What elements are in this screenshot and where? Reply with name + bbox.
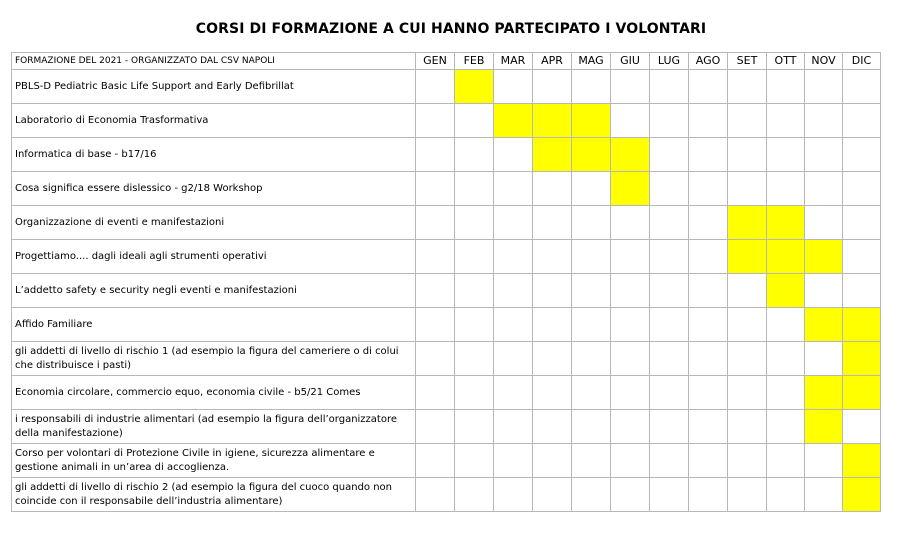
month-cell (650, 104, 689, 138)
training-schedule-table (11, 52, 881, 512)
month-cell (650, 478, 689, 512)
month-cell (416, 138, 455, 172)
table-row (12, 172, 881, 206)
month-cell (533, 342, 572, 376)
month-cell (494, 410, 533, 444)
month-cell (611, 478, 650, 512)
month-cell (572, 410, 611, 444)
month-cell (494, 172, 533, 206)
month-header: LUG (650, 53, 689, 70)
month-cell (767, 342, 805, 376)
month-cell (533, 444, 572, 478)
month-cell (805, 104, 843, 138)
month-cell (572, 240, 611, 274)
month-header: DIC (843, 53, 881, 70)
month-cell (843, 138, 881, 172)
course-name: L’addetto safety e security negli eventi e manifestazioni (12, 274, 416, 308)
month-cell (767, 172, 805, 206)
month-cell (843, 70, 881, 104)
table-row (12, 70, 881, 104)
month-cell (455, 240, 494, 274)
month-cell (611, 274, 650, 308)
month-cell (689, 104, 728, 138)
month-cell (689, 138, 728, 172)
page-title: CORSI DI FORMAZIONE A CUI HANNO PARTECIPATO I VOLONTARI (195, 21, 707, 37)
month-cell (611, 342, 650, 376)
month-cell (416, 410, 455, 444)
month-cell (494, 274, 533, 308)
month-cell-active (533, 138, 572, 172)
month-cell-active (767, 240, 805, 274)
month-cell (494, 478, 533, 512)
table-header-row (12, 53, 881, 70)
course-name: Organizzazione di eventi e manifestazioni (12, 206, 416, 240)
month-cell (455, 410, 494, 444)
month-cell-active (805, 308, 843, 342)
month-cell (805, 342, 843, 376)
month-cell-active (843, 308, 881, 342)
month-cell (572, 376, 611, 410)
month-cell (689, 342, 728, 376)
month-cell (805, 172, 843, 206)
month-cell (650, 172, 689, 206)
month-cell (689, 172, 728, 206)
month-cell (689, 478, 728, 512)
month-cell (689, 444, 728, 478)
month-cell (455, 308, 494, 342)
month-cell (455, 376, 494, 410)
month-cell (689, 206, 728, 240)
month-cell (533, 274, 572, 308)
month-cell (494, 240, 533, 274)
month-cell (572, 70, 611, 104)
course-name: gli addetti di livello di rischio 2 (ad esempio la figura del cuoco quando non coincide con il responsabile dell’industria alimentare) (12, 478, 416, 512)
course-name: Informatica di base - b17/16 (12, 138, 416, 172)
month-cell (650, 410, 689, 444)
course-name: Cosa significa essere dislessico - g2/18 Workshop (12, 172, 416, 206)
month-cell (416, 444, 455, 478)
table-row (12, 240, 881, 274)
month-cell (728, 70, 767, 104)
table-row (12, 308, 881, 342)
month-cell (728, 410, 767, 444)
month-cell (611, 206, 650, 240)
month-cell (416, 104, 455, 138)
month-cell-active (767, 274, 805, 308)
month-cell-active (455, 70, 494, 104)
course-name: gli addetti di livello di rischio 1 (ad esempio la figura del cameriere o di colui che distribuisce i pasti) (12, 342, 416, 376)
table-row (12, 206, 881, 240)
table-row (12, 342, 881, 376)
month-cell-active (805, 410, 843, 444)
month-cell (611, 376, 650, 410)
month-cell-active (494, 104, 533, 138)
month-cell (805, 206, 843, 240)
course-name: Corso per volontari di Protezione Civile in igiene, sicurezza alimentare e gestione animali in un’area di accoglienza. (12, 444, 416, 478)
month-cell (611, 240, 650, 274)
month-header: SET (728, 53, 767, 70)
month-cell (416, 172, 455, 206)
month-cell (728, 376, 767, 410)
month-cell (572, 308, 611, 342)
month-cell-active (728, 240, 767, 274)
month-cell (533, 70, 572, 104)
month-cell (728, 342, 767, 376)
month-cell (455, 172, 494, 206)
month-cell (689, 410, 728, 444)
month-cell (611, 410, 650, 444)
month-cell (843, 206, 881, 240)
month-cell (728, 274, 767, 308)
month-cell (533, 376, 572, 410)
month-cell (494, 308, 533, 342)
month-cell (455, 206, 494, 240)
month-cell (689, 274, 728, 308)
month-header: GIU (611, 53, 650, 70)
month-cell (767, 444, 805, 478)
month-cell (494, 70, 533, 104)
month-cell (767, 138, 805, 172)
month-cell (416, 206, 455, 240)
month-cell-active (728, 206, 767, 240)
month-cell (416, 478, 455, 512)
course-name: Laboratorio di Economia Trasformativa (12, 104, 416, 138)
month-cell (805, 274, 843, 308)
month-cell (843, 274, 881, 308)
course-name: Affido Familiare (12, 308, 416, 342)
month-cell (805, 444, 843, 478)
month-cell (572, 206, 611, 240)
month-header: APR (533, 53, 572, 70)
month-cell (650, 308, 689, 342)
month-cell-active (805, 240, 843, 274)
table-row (12, 274, 881, 308)
month-cell (767, 478, 805, 512)
month-cell (455, 444, 494, 478)
month-cell (455, 274, 494, 308)
month-cell (572, 172, 611, 206)
month-cell (494, 206, 533, 240)
month-cell (650, 274, 689, 308)
course-name: Economia circolare, commercio equo, economia civile - b5/21 Comes (12, 376, 416, 410)
month-cell (843, 172, 881, 206)
month-cell (494, 444, 533, 478)
month-cell-active (843, 444, 881, 478)
month-header: MAG (572, 53, 611, 70)
month-cell (572, 274, 611, 308)
month-cell (494, 138, 533, 172)
table-header-label: FORMAZIONE DEL 2021 - ORGANIZZATO DAL CSV NAPOLI (12, 53, 416, 70)
month-cell-active (533, 104, 572, 138)
month-cell (533, 240, 572, 274)
month-cell (416, 274, 455, 308)
month-cell-active (843, 342, 881, 376)
table-row (12, 104, 881, 138)
month-cell (767, 104, 805, 138)
month-cell-active (572, 138, 611, 172)
table-row (12, 444, 881, 478)
month-cell (494, 376, 533, 410)
month-cell (728, 308, 767, 342)
month-cell (728, 444, 767, 478)
month-cell (494, 342, 533, 376)
month-cell (455, 478, 494, 512)
month-cell (767, 70, 805, 104)
month-header: FEB (455, 53, 494, 70)
month-cell (767, 308, 805, 342)
month-cell (650, 206, 689, 240)
month-cell (650, 342, 689, 376)
month-cell (650, 138, 689, 172)
month-cell-active (843, 376, 881, 410)
month-cell (572, 444, 611, 478)
month-cell-active (611, 138, 650, 172)
month-cell (689, 308, 728, 342)
month-cell (455, 342, 494, 376)
month-cell (416, 376, 455, 410)
month-cell (611, 104, 650, 138)
month-cell (689, 240, 728, 274)
month-cell (728, 172, 767, 206)
month-header: OTT (767, 53, 805, 70)
month-cell (572, 342, 611, 376)
month-cell (728, 104, 767, 138)
month-cell (533, 172, 572, 206)
table-row (12, 138, 881, 172)
month-cell (767, 376, 805, 410)
month-cell (455, 138, 494, 172)
month-cell (843, 240, 881, 274)
month-cell (533, 478, 572, 512)
month-cell (416, 70, 455, 104)
month-cell (728, 478, 767, 512)
month-cell-active (767, 206, 805, 240)
month-cell (533, 410, 572, 444)
month-cell (533, 206, 572, 240)
month-cell (650, 240, 689, 274)
month-cell (805, 70, 843, 104)
month-cell (416, 342, 455, 376)
month-cell (805, 478, 843, 512)
month-cell-active (805, 376, 843, 410)
month-header: AGO (689, 53, 728, 70)
month-cell (533, 308, 572, 342)
course-name: PBLS-D Pediatric Basic Life Support and Early Defibrillat (12, 70, 416, 104)
month-header: GEN (416, 53, 455, 70)
month-cell (689, 376, 728, 410)
course-name: Progettiamo.... dagli ideali agli strumenti operativi (12, 240, 416, 274)
month-cell (843, 410, 881, 444)
course-name: i responsabili di industrie alimentari (ad esempio la figura dell’organizzatore della manifestazione) (12, 410, 416, 444)
month-cell (689, 70, 728, 104)
month-cell (455, 104, 494, 138)
month-cell (416, 240, 455, 274)
month-cell (805, 138, 843, 172)
table-row (12, 478, 881, 512)
table-row (12, 410, 881, 444)
month-cell (572, 478, 611, 512)
month-cell (611, 444, 650, 478)
month-cell (416, 308, 455, 342)
month-cell (650, 376, 689, 410)
month-cell-active (611, 172, 650, 206)
month-cell (843, 104, 881, 138)
month-cell-active (572, 104, 611, 138)
month-cell (611, 308, 650, 342)
month-header: MAR (494, 53, 533, 70)
table-row (12, 376, 881, 410)
month-cell (728, 138, 767, 172)
month-cell (650, 70, 689, 104)
month-cell (650, 444, 689, 478)
month-cell (767, 410, 805, 444)
month-cell-active (843, 478, 881, 512)
month-cell (611, 70, 650, 104)
month-header: NOV (805, 53, 843, 70)
